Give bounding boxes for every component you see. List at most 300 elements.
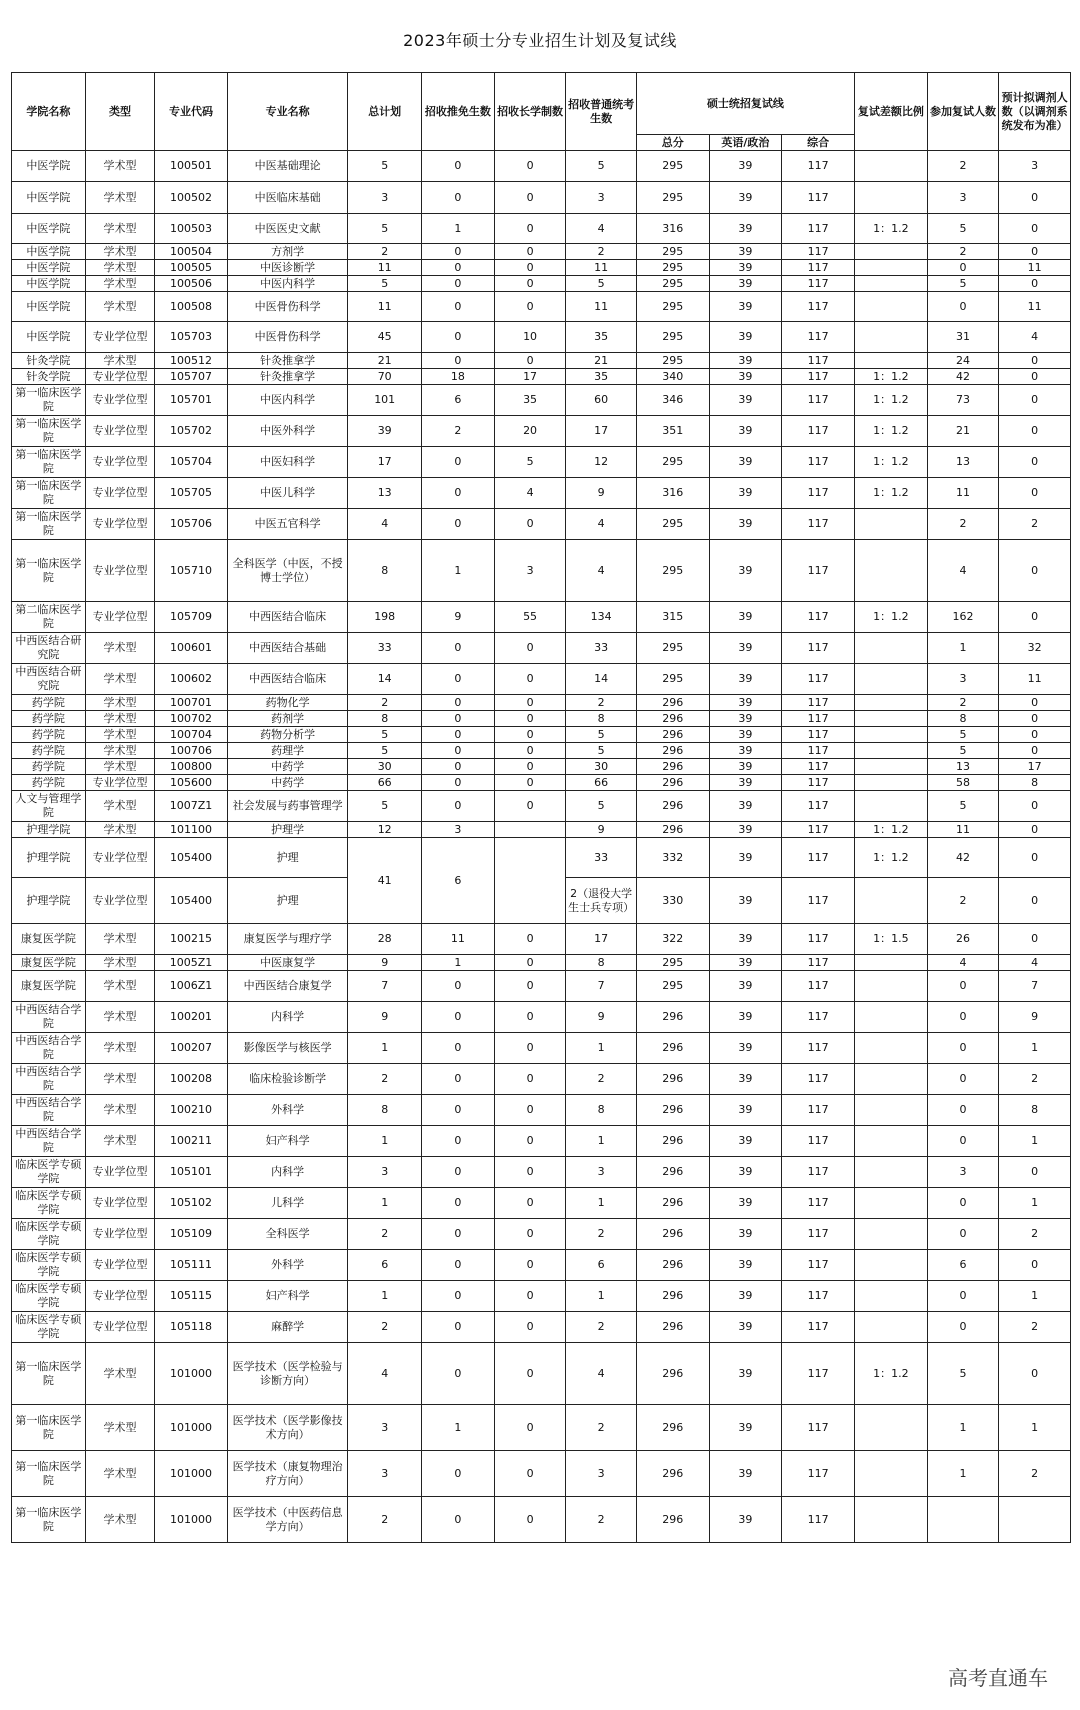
- cell-major: 中医基础理论: [227, 151, 347, 182]
- cell-general: 2: [566, 1219, 637, 1250]
- cell-line-total: 295: [636, 664, 709, 695]
- cell-line-total: 296: [636, 695, 709, 711]
- cell-exempt: 0: [422, 322, 495, 353]
- cell-exempt: 0: [422, 353, 495, 369]
- cell-adjust: 0: [999, 369, 1071, 385]
- cell-exempt: 0: [422, 509, 495, 540]
- cell-exempt: 0: [422, 1064, 495, 1095]
- cell-line-eng: 39: [709, 1343, 782, 1405]
- cell-line-eng: 39: [709, 1312, 782, 1343]
- cell-type: 专业学位型: [85, 478, 154, 509]
- cell-exempt: 0: [422, 1343, 495, 1405]
- table-row: [12, 322, 1071, 353]
- cell-general: 7: [566, 971, 637, 1002]
- cell-long: 0: [494, 971, 566, 1002]
- cell-adjust: 4: [999, 955, 1071, 971]
- cell-school: 第一临床医学院: [12, 1405, 86, 1451]
- cell-type: 学术型: [85, 1451, 154, 1497]
- cell-school: 中医学院: [12, 260, 86, 276]
- cell-total: 39: [348, 416, 422, 447]
- header-line-total: 总分: [636, 135, 709, 151]
- cell-adjust: 2: [999, 1064, 1071, 1095]
- cell-total: 33: [348, 633, 422, 664]
- cell-major: 临床检验诊断学: [227, 1064, 347, 1095]
- table-row: [12, 743, 1071, 759]
- table-row: [12, 540, 1071, 602]
- cell-school: 药学院: [12, 775, 86, 791]
- cell-line-comp: 117: [782, 878, 855, 924]
- cell-line-total: 295: [636, 509, 709, 540]
- cell-ratio: 1：1.2: [854, 1343, 927, 1405]
- cell-school: 第一临床医学院: [12, 478, 86, 509]
- cell-adjust: 0: [999, 878, 1071, 924]
- cell-general: 5: [566, 727, 637, 743]
- cell-major: 中药学: [227, 775, 347, 791]
- table-row: [12, 1064, 1071, 1095]
- cell-ratio: [854, 1250, 927, 1281]
- cell-long: 10: [494, 322, 566, 353]
- cell-attend: 1: [927, 633, 999, 664]
- cell-adjust: 2: [999, 1451, 1071, 1497]
- cell-school: 临床医学专硕学院: [12, 1219, 86, 1250]
- cell-line-eng: 39: [709, 260, 782, 276]
- cell-total: 45: [348, 322, 422, 353]
- cell-line-eng: 39: [709, 924, 782, 955]
- cell-long: 0: [494, 775, 566, 791]
- cell-type: 专业学位型: [85, 1250, 154, 1281]
- cell-exempt: 0: [422, 244, 495, 260]
- cell-attend: 0: [927, 292, 999, 322]
- cell-general: 5: [566, 151, 637, 182]
- cell-type: 学术型: [85, 260, 154, 276]
- cell-long: 0: [494, 695, 566, 711]
- header-code: 专业代码: [155, 73, 228, 151]
- cell-line-comp: 117: [782, 1126, 855, 1157]
- cell-attend: 0: [927, 1281, 999, 1312]
- cell-line-total: 295: [636, 322, 709, 353]
- admission-table: [11, 72, 1071, 1543]
- cell-line-comp: 117: [782, 791, 855, 822]
- header-exempt: 招收推免生数: [422, 73, 495, 151]
- cell-school: 第一临床医学院: [12, 447, 86, 478]
- cell-type: 专业学位型: [85, 1312, 154, 1343]
- cell-adjust: 0: [999, 276, 1071, 292]
- cell-exempt: 1: [422, 214, 495, 244]
- cell-line-comp: 117: [782, 1497, 855, 1543]
- cell-exempt: 0: [422, 775, 495, 791]
- cell-adjust: 8: [999, 775, 1071, 791]
- cell-type: 学术型: [85, 971, 154, 1002]
- cell-general: 11: [566, 292, 637, 322]
- cell-line-total: 296: [636, 1157, 709, 1188]
- cell-general: 1: [566, 1126, 637, 1157]
- cell-line-comp: 117: [782, 1157, 855, 1188]
- cell-ratio: [854, 1312, 927, 1343]
- cell-total: 3: [348, 1405, 422, 1451]
- cell-total: 21: [348, 353, 422, 369]
- cell-attend: 13: [927, 447, 999, 478]
- cell-code: 100503: [155, 214, 228, 244]
- cell-line-total: 295: [636, 633, 709, 664]
- cell-type: 专业学位型: [85, 416, 154, 447]
- cell-major: 针灸推拿学: [227, 369, 347, 385]
- cell-ratio: [854, 182, 927, 214]
- cell-line-eng: 39: [709, 1033, 782, 1064]
- cell-line-total: 296: [636, 727, 709, 743]
- cell-major: 中医儿科学: [227, 478, 347, 509]
- cell-ratio: [854, 878, 927, 924]
- cell-code: 1007Z1: [155, 791, 228, 822]
- cell-total: 198: [348, 602, 422, 633]
- cell-ratio: [854, 1188, 927, 1219]
- table-row: [12, 478, 1071, 509]
- cell-total: 2: [348, 1064, 422, 1095]
- cell-line-comp: 117: [782, 292, 855, 322]
- cell-ratio: [854, 695, 927, 711]
- table-row: [12, 292, 1071, 322]
- cell-long: 0: [494, 1219, 566, 1250]
- cell-total: 5: [348, 743, 422, 759]
- cell-line-total: 295: [636, 260, 709, 276]
- cell-general: 9: [566, 478, 637, 509]
- cell-long: 0: [494, 353, 566, 369]
- cell-long: 0: [494, 1126, 566, 1157]
- cell-code: 105704: [155, 447, 228, 478]
- cell-type: 学术型: [85, 1497, 154, 1543]
- cell-major: 医学技术（中医药信息学方向）: [227, 1497, 347, 1543]
- cell-code: 100504: [155, 244, 228, 260]
- cell-school: 康复医学院: [12, 971, 86, 1002]
- cell-line-comp: 117: [782, 1250, 855, 1281]
- cell-general: 6: [566, 1250, 637, 1281]
- cell-line-total: 296: [636, 1188, 709, 1219]
- cell-major: 影像医学与核医学: [227, 1033, 347, 1064]
- cell-line-eng: 39: [709, 353, 782, 369]
- table-row: [12, 260, 1071, 276]
- cell-code: 105703: [155, 322, 228, 353]
- cell-ratio: 1：1.2: [854, 214, 927, 244]
- cell-line-eng: 39: [709, 385, 782, 416]
- cell-type: 学术型: [85, 727, 154, 743]
- cell-attend: 11: [927, 822, 999, 838]
- cell-line-eng: 39: [709, 1064, 782, 1095]
- cell-school: 中医学院: [12, 276, 86, 292]
- cell-exempt: 6: [422, 385, 495, 416]
- cell-total: 101: [348, 385, 422, 416]
- cell-exempt: 0: [422, 182, 495, 214]
- cell-total: 11: [348, 292, 422, 322]
- cell-long: 0: [494, 711, 566, 727]
- cell-general: 5: [566, 743, 637, 759]
- cell-line-total: 296: [636, 1497, 709, 1543]
- cell-school: 第一临床医学院: [12, 385, 86, 416]
- cell-long: 0: [494, 727, 566, 743]
- cell-ratio: 1：1.2: [854, 447, 927, 478]
- cell-line-eng: 39: [709, 540, 782, 602]
- cell-line-eng: 39: [709, 182, 782, 214]
- cell-general: 60: [566, 385, 637, 416]
- cell-school: 中医学院: [12, 322, 86, 353]
- cell-major: 社会发展与药事管理学: [227, 791, 347, 822]
- cell-general: 17: [566, 416, 637, 447]
- cell-code: 105702: [155, 416, 228, 447]
- cell-code: 100506: [155, 276, 228, 292]
- cell-code: 105600: [155, 775, 228, 791]
- table-row: [12, 151, 1071, 182]
- cell-general: 1: [566, 1033, 637, 1064]
- cell-line-comp: 117: [782, 743, 855, 759]
- cell-major: 方剂学: [227, 244, 347, 260]
- cell-line-comp: 117: [782, 244, 855, 260]
- cell-total: 5: [348, 276, 422, 292]
- cell-type: 学术型: [85, 759, 154, 775]
- cell-ratio: [854, 151, 927, 182]
- table-row: [12, 509, 1071, 540]
- cell-line-eng: 39: [709, 1405, 782, 1451]
- cell-code: 100215: [155, 924, 228, 955]
- cell-ratio: [854, 244, 927, 260]
- cell-attend: 0: [927, 1188, 999, 1219]
- cell-line-comp: 117: [782, 1312, 855, 1343]
- cell-total: 2: [348, 695, 422, 711]
- cell-exempt: 0: [422, 1219, 495, 1250]
- table-row: [12, 1095, 1071, 1126]
- cell-school: 中医学院: [12, 214, 86, 244]
- cell-exempt: 0: [422, 1002, 495, 1033]
- cell-exempt: 3: [422, 822, 495, 838]
- cell-exempt: 0: [422, 447, 495, 478]
- cell-ratio: [854, 1451, 927, 1497]
- cell-adjust: 0: [999, 838, 1071, 878]
- cell-line-eng: 39: [709, 1126, 782, 1157]
- cell-code: 100208: [155, 1064, 228, 1095]
- cell-adjust: 0: [999, 416, 1071, 447]
- cell-type: 学术型: [85, 664, 154, 695]
- cell-school: 第一临床医学院: [12, 509, 86, 540]
- cell-code: 105706: [155, 509, 228, 540]
- cell-exempt: 0: [422, 743, 495, 759]
- header-attend: 参加复试人数: [927, 73, 999, 151]
- cell-school: 第一临床医学院: [12, 540, 86, 602]
- table-row: [12, 727, 1071, 743]
- cell-adjust: 32: [999, 633, 1071, 664]
- cell-type: 专业学位型: [85, 838, 154, 878]
- cell-line-total: 295: [636, 151, 709, 182]
- cell-line-comp: 117: [782, 540, 855, 602]
- cell-general: 3: [566, 1157, 637, 1188]
- cell-line-eng: 39: [709, 447, 782, 478]
- cell-code: 105102: [155, 1188, 228, 1219]
- cell-long: 0: [494, 1250, 566, 1281]
- cell-attend: 31: [927, 322, 999, 353]
- cell-line-comp: 117: [782, 664, 855, 695]
- cell-ratio: [854, 1281, 927, 1312]
- cell-type: 学术型: [85, 695, 154, 711]
- cell-line-eng: 39: [709, 1451, 782, 1497]
- cell-line-comp: 117: [782, 1033, 855, 1064]
- cell-type: 学术型: [85, 1033, 154, 1064]
- cell-code: 105707: [155, 369, 228, 385]
- cell-type: 专业学位型: [85, 509, 154, 540]
- cell-ratio: [854, 1126, 927, 1157]
- cell-line-eng: 39: [709, 878, 782, 924]
- cell-school: 临床医学专硕学院: [12, 1312, 86, 1343]
- cell-major: 中医临床基础: [227, 182, 347, 214]
- cell-code: 100210: [155, 1095, 228, 1126]
- cell-total: 3: [348, 182, 422, 214]
- cell-line-eng: 39: [709, 322, 782, 353]
- cell-line-comp: 117: [782, 1219, 855, 1250]
- cell-line-total: 296: [636, 1219, 709, 1250]
- cell-line-eng: 39: [709, 743, 782, 759]
- watermark: 高考直通车: [948, 1666, 1048, 1690]
- cell-long: 0: [494, 1343, 566, 1405]
- cell-ratio: [854, 1497, 927, 1543]
- cell-line-comp: 117: [782, 971, 855, 1002]
- cell-line-total: 296: [636, 1405, 709, 1451]
- cell-long: 0: [494, 1064, 566, 1095]
- table-row: [12, 369, 1071, 385]
- cell-long: 0: [494, 791, 566, 822]
- cell-attend: 1: [927, 1451, 999, 1497]
- cell-long: 0: [494, 1002, 566, 1033]
- cell-attend: 5: [927, 276, 999, 292]
- cell-total: 70: [348, 369, 422, 385]
- cell-long: 0: [494, 214, 566, 244]
- cell-exempt: 0: [422, 695, 495, 711]
- cell-ratio: 1：1.2: [854, 602, 927, 633]
- cell-code: 105705: [155, 478, 228, 509]
- cell-school: 中西医结合研究院: [12, 664, 86, 695]
- table-row: [12, 759, 1071, 775]
- cell-type: 学术型: [85, 214, 154, 244]
- cell-attend: 0: [927, 971, 999, 1002]
- cell-long: 0: [494, 1405, 566, 1451]
- cell-line-comp: 117: [782, 775, 855, 791]
- cell-adjust: [999, 1497, 1071, 1543]
- cell-general: 2: [566, 695, 637, 711]
- cell-total: 2: [348, 1312, 422, 1343]
- table-row: [12, 1405, 1071, 1451]
- cell-major: 针灸推拿学: [227, 353, 347, 369]
- cell-exempt: 0: [422, 1095, 495, 1126]
- cell-code: 1005Z1: [155, 955, 228, 971]
- cell-school: 药学院: [12, 711, 86, 727]
- cell-school: 第一临床医学院: [12, 416, 86, 447]
- cell-line-comp: 117: [782, 353, 855, 369]
- cell-school: 药学院: [12, 759, 86, 775]
- cell-line-comp: 117: [782, 602, 855, 633]
- table-row: [12, 633, 1071, 664]
- table-row: [12, 214, 1071, 244]
- header-school: 学院名称: [12, 73, 86, 151]
- cell-general: 4: [566, 540, 637, 602]
- cell-ratio: [854, 353, 927, 369]
- header-long: 招收长学制数: [494, 73, 566, 151]
- cell-major: 药物分析学: [227, 727, 347, 743]
- cell-exempt: 0: [422, 633, 495, 664]
- cell-line-eng: 39: [709, 971, 782, 1002]
- cell-adjust: 2: [999, 1219, 1071, 1250]
- cell-attend: 8: [927, 711, 999, 727]
- cell-adjust: 0: [999, 1157, 1071, 1188]
- cell-line-total: 296: [636, 775, 709, 791]
- cell-major: 中医五官科学: [227, 509, 347, 540]
- cell-adjust: 1: [999, 1033, 1071, 1064]
- cell-ratio: [854, 711, 927, 727]
- cell-attend: 1: [927, 1405, 999, 1451]
- cell-school: 康复医学院: [12, 955, 86, 971]
- header-line-eng: 英语/政治: [709, 135, 782, 151]
- table-row: [12, 791, 1071, 822]
- cell-long: 0: [494, 955, 566, 971]
- cell-ratio: [854, 1095, 927, 1126]
- cell-school: 中医学院: [12, 151, 86, 182]
- cell-line-eng: 39: [709, 955, 782, 971]
- cell-long: 5: [494, 447, 566, 478]
- cell-general: 33: [566, 633, 637, 664]
- cell-general: 1: [566, 1281, 637, 1312]
- cell-major: 内科学: [227, 1157, 347, 1188]
- cell-line-comp: 117: [782, 447, 855, 478]
- cell-code: 100512: [155, 353, 228, 369]
- cell-adjust: 0: [999, 182, 1071, 214]
- cell-general: 4: [566, 214, 637, 244]
- cell-line-total: 296: [636, 791, 709, 822]
- cell-long: 35: [494, 385, 566, 416]
- cell-line-comp: 117: [782, 924, 855, 955]
- cell-line-comp: 117: [782, 214, 855, 244]
- cell-total: 2: [348, 244, 422, 260]
- cell-exempt: 0: [422, 276, 495, 292]
- cell-exempt: 0: [422, 759, 495, 775]
- table-row: [12, 695, 1071, 711]
- cell-line-total: 295: [636, 353, 709, 369]
- table-row: [12, 1188, 1071, 1219]
- cell-type: 学术型: [85, 276, 154, 292]
- cell-total: 12: [348, 822, 422, 838]
- cell-type: 专业学位型: [85, 1219, 154, 1250]
- cell-school: 药学院: [12, 695, 86, 711]
- cell-code: 100601: [155, 633, 228, 664]
- cell-ratio: [854, 971, 927, 1002]
- table-row: [12, 924, 1071, 955]
- cell-line-comp: 117: [782, 322, 855, 353]
- cell-adjust: 9: [999, 1002, 1071, 1033]
- cell-ratio: 1：1.5: [854, 924, 927, 955]
- table-row: [12, 1312, 1071, 1343]
- cell-line-comp: 117: [782, 1095, 855, 1126]
- cell-code: 101000: [155, 1343, 228, 1405]
- cell-adjust: 11: [999, 292, 1071, 322]
- cell-general: 21: [566, 353, 637, 369]
- cell-school: 中西医结合学院: [12, 1064, 86, 1095]
- cell-major: 中医骨伤科学: [227, 322, 347, 353]
- cell-attend: 2: [927, 878, 999, 924]
- cell-attend: 162: [927, 602, 999, 633]
- cell-attend: 5: [927, 743, 999, 759]
- cell-adjust: 0: [999, 695, 1071, 711]
- header-line-comp: 综合: [782, 135, 855, 151]
- cell-code: 101000: [155, 1405, 228, 1451]
- cell-exempt: 1: [422, 955, 495, 971]
- cell-exempt: 9: [422, 602, 495, 633]
- cell-general: 3: [566, 182, 637, 214]
- cell-attend: 42: [927, 838, 999, 878]
- cell-exempt: 0: [422, 711, 495, 727]
- cell-code: 1006Z1: [155, 971, 228, 1002]
- table-row: [12, 971, 1071, 1002]
